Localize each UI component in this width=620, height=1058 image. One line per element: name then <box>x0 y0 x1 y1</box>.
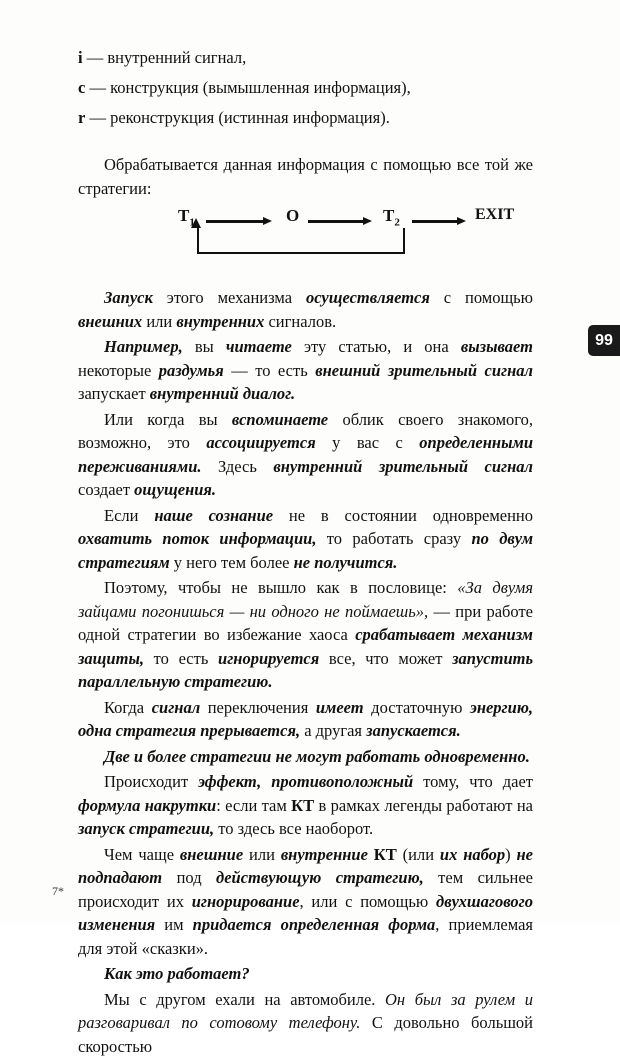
diagram-node-exit: EXIT <box>475 206 514 224</box>
intro-paragraph: Обрабатывается данная информация с помощью все той же стратегии: <box>78 153 533 200</box>
page-content <box>78 40 533 1058</box>
paragraph-8: Происходит эффект, противоположный тому, что дает формула накрутки: если там КТ в рамках легенды работают на запуск стратегии, то здесь все наоборот. <box>78 770 533 841</box>
legend-item <box>78 105 533 131</box>
paragraph-5: Поэтому, чтобы не вышло как в пословице: «За двумя зайцами погонишься — ни одного не поймаешь», — при работе одной стратегии во избежание хаоса срабатывает механизм защиты, то есть игнорируется все, что может запустить параллельную стратегию. <box>78 576 533 694</box>
legend-item <box>78 75 533 101</box>
diagram-feedback-arrowhead <box>191 218 201 228</box>
paragraph-2: Например, вы читаете эту статью, и она вызывает некоторые раздумья — то есть внешний зрительный сигнал запускает внутренний диалог. <box>78 335 533 406</box>
diagram-arrow-o-t2 <box>308 217 374 226</box>
paragraph-9: Чем чаще внешние или внутренние КТ (или их набор) не подпадают под действующую стратегию, тем сильнее происходит их игнорирование, или с помощью двухшагового изменения им придается определенная форма, приемлемая для этой «сказки». <box>78 843 533 961</box>
legend-text: — реконструкция (истинная информация). <box>85 108 390 127</box>
paragraph-1: Запуск этого механизма осуществляется с помощью внешних или внутренних сигналов. <box>78 286 533 333</box>
paragraph-4: Если наше сознание не в состоянии одновременно охватить поток информации, то работать сразу по двум стратегиям у него тем более не получится. <box>78 504 533 575</box>
diagram-feedback-loop <box>197 228 405 254</box>
paragraph-6: Когда сигнал переключения имеет достаточную энергию, одна стратегия прерывается, а другая запускается. <box>78 696 533 743</box>
paragraph-7: Две и более стратегии не могут работать одновременно. <box>78 745 533 769</box>
page-number-tab: 99 <box>588 325 620 356</box>
diagram-node-t1: $T_1$ <box>178 206 195 228</box>
paragraph-11: Мы с другом ехали на автомобиле. Он был за рулем и разговаривал по сотовому телефону. С довольно большой скоростью <box>78 988 533 1058</box>
paragraph-10: Как это работает? <box>78 962 533 986</box>
legend-text: — конструкция (вымышленная информация), <box>85 78 410 97</box>
strategy-diagram <box>178 206 508 264</box>
legend-item <box>78 45 533 71</box>
diagram-arrow-t2-exit <box>412 217 468 226</box>
diagram-node-o: O <box>286 206 299 226</box>
diagram-arrow-t1-o <box>206 217 274 226</box>
legend-block <box>78 45 533 131</box>
legend-symbol: c <box>78 78 85 97</box>
footer-mark: 7* <box>52 884 64 899</box>
legend-symbol: r <box>78 108 85 127</box>
paragraph-3: Или когда вы вспоминаете облик своего знакомого, возможно, это ассоциируется у вас с определенными переживаниями. Здесь внутренний зрительный сигнал создает ощущения. <box>78 408 533 502</box>
diagram-node-t2: $T_2$ <box>383 206 400 228</box>
legend-symbol: i <box>78 48 83 67</box>
legend-text: — внутренний сигнал, <box>83 48 247 67</box>
